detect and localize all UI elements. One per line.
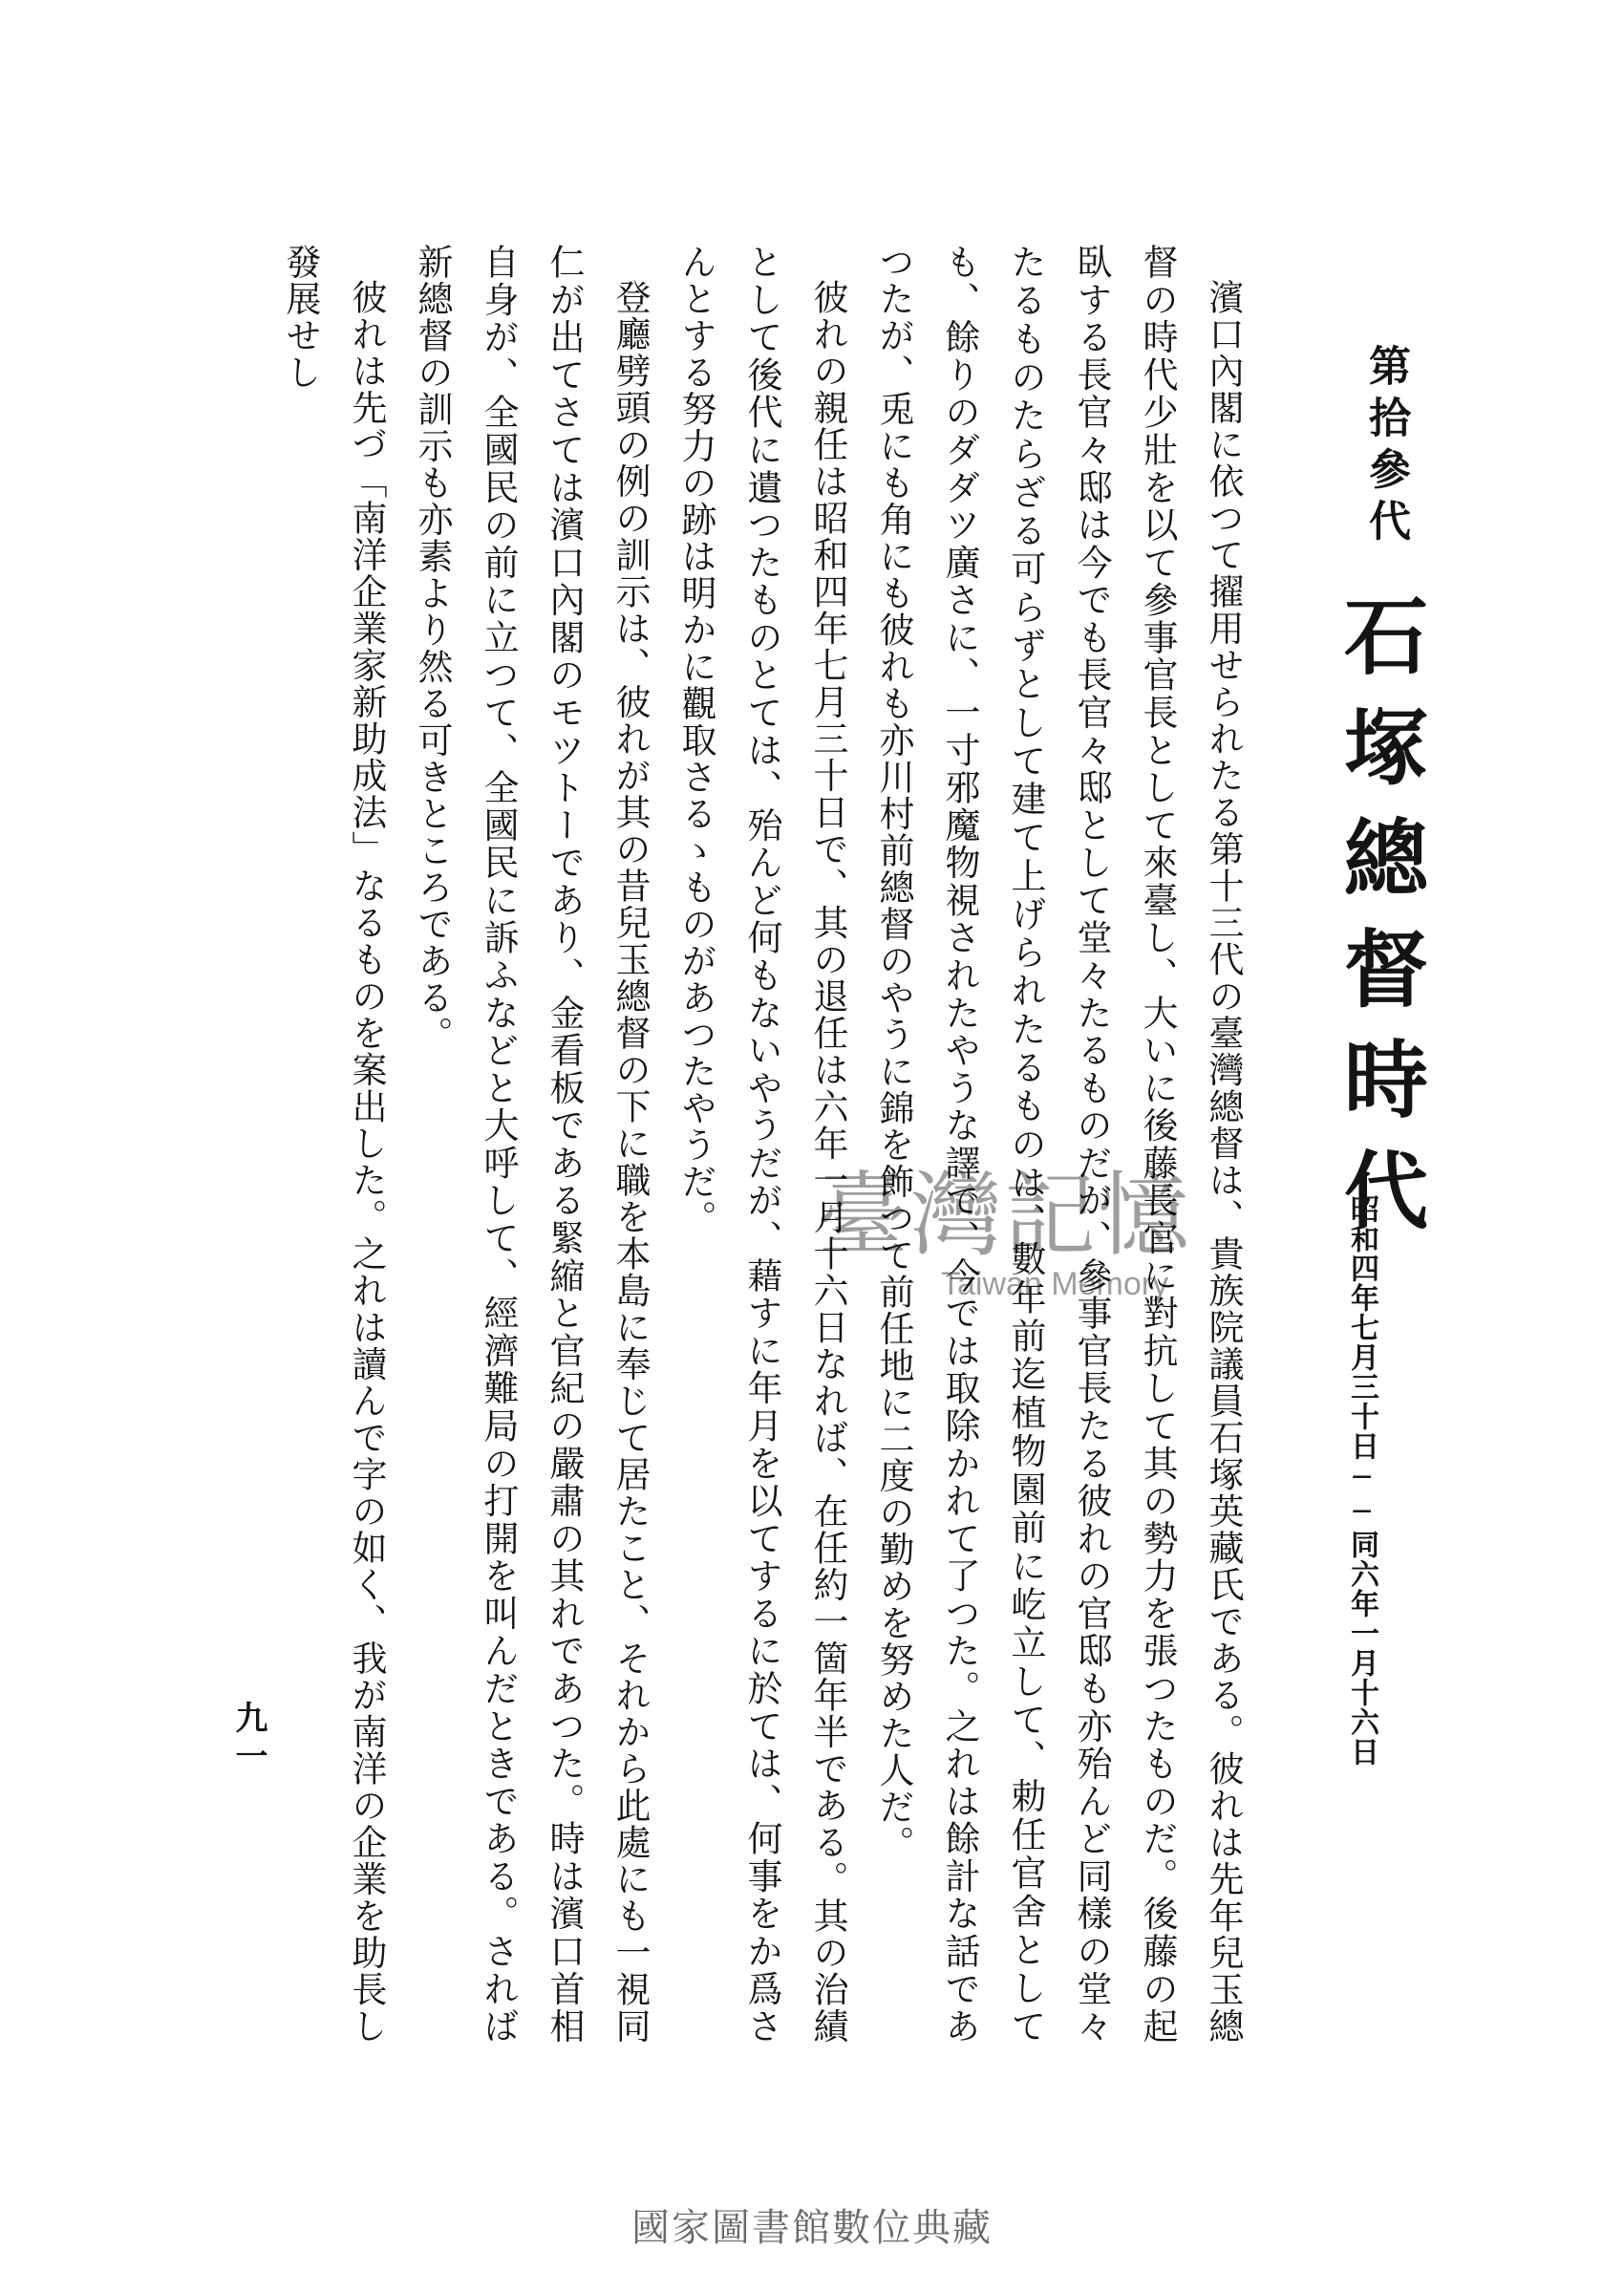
watermark-seal-text: 臺灣記憶	[817, 1162, 1191, 1269]
term-dates: 昭和四年七月三十日──同六年一月十六日	[1345, 1194, 1378, 1767]
chapter-title: 石塚總督時代	[1331, 592, 1430, 1257]
paragraph: 登廳劈頭の例の訓示は、彼れが其の昔兒玉總督の下に職を本島に奉じて居たこと、それから此處にも一視同仁が出てさては濱口內閣のモツトーであり、金看板である緊縮と官紀の嚴肅の其れであつた。時は濱口首相自身が、全國民の前に立つて、全國民に訴ふなどと大呼して、經濟難局の打開を叫んだときである。されば新總督の訓示も亦素より然る可きところである。	[412, 244, 651, 2045]
watermark-logo-icon	[817, 1151, 1285, 1314]
paragraph: 彼れの親任は昭和四年七月三十日で、其の退任は六年一月十六日なれば、在任約一箇年半である。其の治績として後代に遺つたものとては、殆んど何もないやうだが、藉すに年月を以てするに於ては、何事をか爲さんとする努力の跡は明かに觀取さるゝものがあつたやうだ。	[675, 244, 848, 2045]
archive-footer: 國家圖書館數位典藏	[631, 2206, 993, 2250]
taiwan-memory-watermark	[817, 1151, 1285, 1314]
body-text	[280, 244, 1256, 2045]
paragraph: 彼れは先づ「南洋企業家新助成法」なるものを案出した。之れは讀んで字の如く、我が南洋の企業を助長し發展せし	[280, 244, 387, 2045]
page-number: 九一	[229, 1701, 267, 1777]
chapter-number: 第拾參代	[1361, 344, 1410, 550]
paragraph: 濱口內閣に依つて擢用せられたる第十三代の臺灣總督は、貴族院議員石塚英藏氏である。彼れは先年兒玉總督の時代少壯を以て參事官長として來臺し、大いに後藤長官に對抗して其の勢力を張つたものだ。後藤の起臥する長官々邸は今でも長官々邸として堂々たるものだが、參事官長たる彼れの官邸も亦殆んど同樣の堂々たるものたらざる可らずとして建て上げられたるものは、數年前迄植物園前に屹立して、勅任官舍としても、餘りのダダツ廣さに、一寸邪魔物視されたやうな譯で、今では取除かれて了つた。之れは餘計な話であつたが、兎にも角にも彼れも亦川村前總督のやうに錦を飾つて前任地に二度の勤めを努めた人だ。	[873, 244, 1244, 2045]
watermark-sub-text: Taiwan Memory	[941, 1266, 1169, 1302]
